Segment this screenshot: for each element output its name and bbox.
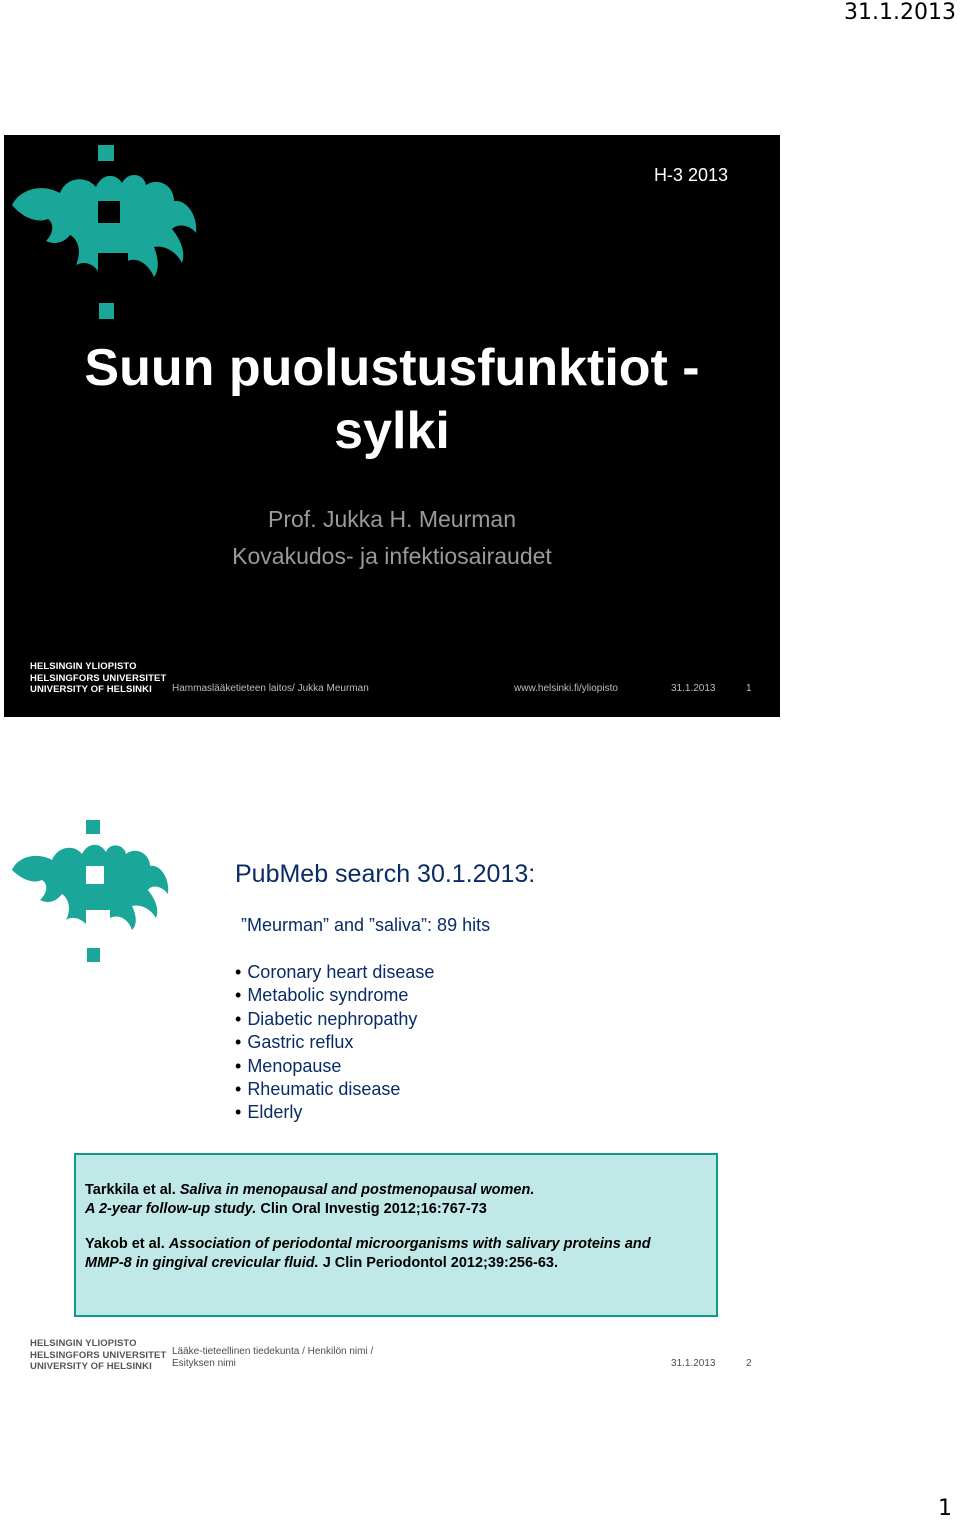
reference-journal: J Clin Periodontol 2012;39:256-63. — [322, 1254, 559, 1271]
list-item: • Coronary heart disease — [235, 962, 435, 982]
reference-1 — [85, 1181, 708, 1218]
page-number: 1 — [938, 1496, 952, 1521]
reference-title-cont: MMP-8 in gingival crevicular fluid. — [85, 1254, 319, 1271]
university-flame-logo — [10, 818, 170, 966]
footer-slide-number: 2 — [746, 1358, 752, 1369]
reference-authors: Tarkkila et al. — [85, 1182, 176, 1198]
page-header-date: 31.1.2013 — [844, 0, 956, 25]
presentation-code: H-3 2013 — [653, 165, 728, 185]
reference-title: Saliva in menopausal and postmenopausal women. — [179, 1182, 535, 1198]
university-flame-logo — [10, 143, 200, 321]
footer-faculty: Lääke-tieteellinen tiedekunta / Henkilön nimi / Esityksen nimi — [172, 1346, 374, 1369]
slide-title-line-2: sylki — [334, 402, 450, 460]
bullet: • — [235, 1079, 242, 1100]
references-box — [74, 1153, 718, 1317]
footer-slide-number: 1 — [746, 683, 752, 694]
list-item: • Diabetic nephropathy — [235, 1008, 418, 1029]
department-name: Kovakudos- ja infektiosairaudet — [232, 543, 552, 569]
university-wordmark: HELSINGIN YLIOPISTO HELSINGFORS UNIVERSITET UNIVERSITY OF HELSINKI — [30, 1338, 167, 1372]
reference-title: Association of periodontal microorganisms with salivary proteins and — [168, 1236, 651, 1252]
slide-subtitle — [4, 501, 780, 575]
list-item: • Rheumatic disease — [235, 1079, 401, 1100]
slide-title: PubMeb search 30.1.2013: — [235, 860, 536, 888]
bullet: • — [235, 1102, 242, 1123]
bullet: • — [235, 962, 242, 982]
footer-date: 31.1.2013 — [671, 683, 716, 694]
footer-url: www.helsinki.fi/yliopisto — [514, 683, 618, 694]
slide-2 — [4, 800, 780, 1382]
list-item: • Menopause — [235, 1055, 342, 1076]
reference-journal: Clin Oral Investig 2012;16:767-73 — [260, 1200, 487, 1217]
slide-title — [4, 337, 780, 463]
topic-list — [235, 961, 434, 1125]
slide-title-line-1: Suun puolustusfunktiot - — [84, 339, 700, 397]
bullet: • — [235, 1032, 242, 1053]
author-name: Prof. Jukka H. Meurman — [268, 506, 516, 532]
list-item: • Gastric reflux — [235, 1032, 354, 1053]
footer-date: 31.1.2013 — [671, 1358, 716, 1369]
reference-2 — [85, 1235, 708, 1272]
slide-1 — [4, 135, 780, 717]
search-query: ”Meurman” and ”saliva”: 89 hits — [241, 915, 491, 935]
reference-authors: Yakob et al. — [85, 1236, 165, 1252]
reference-title-cont: A 2-year follow-up study. — [85, 1200, 257, 1217]
university-wordmark: HELSINGIN YLIOPISTO HELSINGFORS UNIVERSITET UNIVERSITY OF HELSINKI — [30, 661, 167, 695]
list-item: • Elderly — [235, 1102, 303, 1123]
footer-department: Hammaslääketieteen laitos/ Jukka Meurman — [172, 683, 369, 694]
bullet: • — [235, 1055, 242, 1076]
bullet: • — [235, 1008, 242, 1029]
bullet: • — [235, 985, 242, 1006]
list-item: • Metabolic syndrome — [235, 985, 409, 1006]
